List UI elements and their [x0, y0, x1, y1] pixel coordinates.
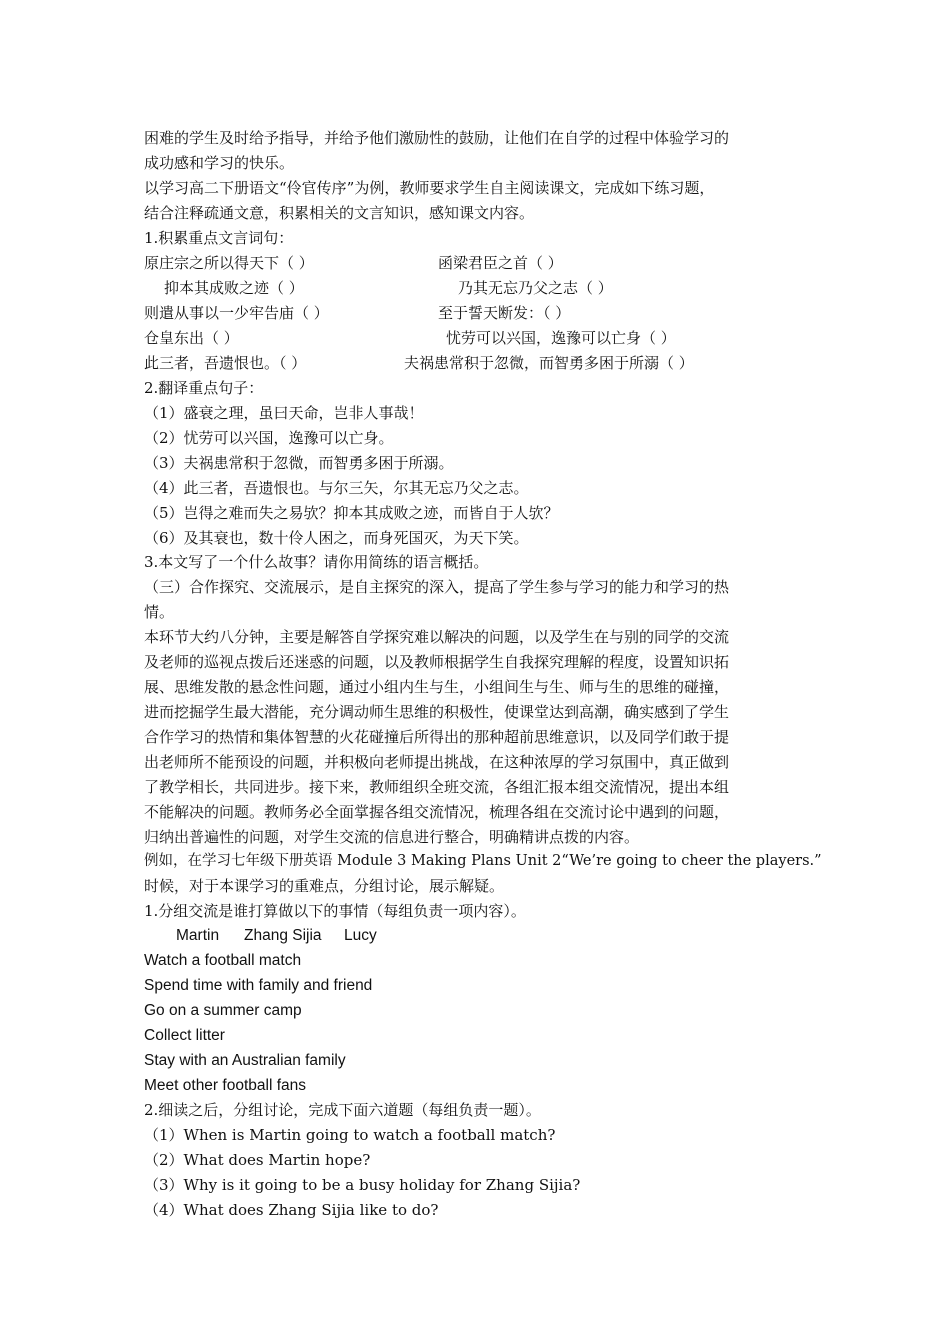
- vocab-item: 原庄宗之所以得天下（ ）: [144, 254, 314, 272]
- paragraph-line: 展、思维发散的悬念性问题，通过小组内生与生，小组间生与生、师与生的思维的碰撞，: [144, 678, 730, 696]
- paragraph-line: 时候，对于本课学习的重难点，分组讨论，展示解疑。: [144, 877, 505, 895]
- question-item: （1）When is Martin going to watch a football match?: [144, 1126, 556, 1144]
- name-label: Lucy: [344, 927, 377, 944]
- exercise-heading: 2.细读之后，分组讨论，完成下面六道题（每组负责一题）。: [144, 1101, 541, 1119]
- vocab-item: 乃其无忘乃父之志（ ）: [458, 279, 613, 297]
- name-label: Zhang Sijia: [244, 927, 322, 944]
- paragraph-line: 例如，在学习七年级下册英语 Module 3 Making Plans Unit 2“We’re going to cheer the players.”: [144, 853, 822, 869]
- section-heading: （三）合作探究、交流展示，是自主探究的深入，提高了学生参与学习的能力和学习的热: [144, 578, 730, 596]
- exercise-heading: 1.积累重点文言词句：: [144, 229, 294, 247]
- name-label: Martin: [176, 927, 220, 944]
- vocab-item: 函梁君臣之首（ ）: [438, 254, 563, 272]
- activity-item: Go on a summer camp: [144, 1002, 302, 1019]
- sentence-item: （5）岂得之难而失之易欤？抑本其成败之迹，而皆自于人欤？: [144, 504, 559, 522]
- question-item: （4）What does Zhang Sijia like to do?: [144, 1201, 439, 1219]
- activity-item: Watch a football match: [144, 952, 302, 969]
- activity-item: Stay with an Australian family: [144, 1052, 346, 1069]
- activity-item: Spend time with family and friend: [144, 977, 373, 994]
- activity-item: Meet other football fans: [144, 1077, 306, 1094]
- sentence-item: （2）忧劳可以兴国，逸豫可以亡身。: [144, 429, 394, 447]
- paragraph-line: 成功感和学习的快乐。: [144, 154, 295, 172]
- exercise-heading: 1.分组交流是谁打算做以下的事情（每组负责一项内容）。: [144, 902, 526, 920]
- paragraph-line: 以学习高二下册语文“伶官传序”为例，教师要求学生自主阅读课文，完成如下练习题，: [144, 179, 715, 197]
- paragraph-line: 合作学习的热情和集体智慧的火花碰撞后所得出的那种超前思维意识，以及同学们敢于提: [144, 728, 730, 746]
- question-item: （2）What does Martin hope?: [144, 1151, 371, 1169]
- vocab-item: 至于誓天断发：（ ）: [438, 304, 571, 322]
- exercise-heading: 2.翻译重点句子：: [144, 379, 264, 397]
- activity-item: Collect litter: [144, 1027, 225, 1044]
- sentence-item: （4）此三者，吾遗恨也。与尔三矢，尔其无忘乃父之志。: [144, 479, 529, 497]
- section-heading: 情。: [144, 603, 175, 621]
- paragraph-line: 及老师的巡视点拨后还迷惑的问题，以及教师根据学生自我探究理解的程度，设置知识拓: [144, 653, 730, 671]
- vocab-item: 仓皇东出（ ）: [144, 329, 239, 347]
- paragraph-line: 了教学相长，共同进步。接下来，教师组织全班交流，各组汇报本组交流情况，提出本组: [144, 778, 730, 796]
- vocab-item: 抑本其成败之迹（ ）: [164, 279, 304, 297]
- vocab-item: 此三者，吾遗恨也。（ ）: [144, 354, 307, 372]
- exercise-heading: 3.本文写了一个什么故事？请你用简练的语言概括。: [144, 553, 489, 571]
- paragraph-line: 出老师所不能预设的问题，并积极向老师提出挑战，在这种浓厚的学习氛围中，真正做到: [144, 753, 730, 771]
- paragraph-line: 归纳出普遍性的问题，对学生交流的信息进行整合，明确精讲点拨的内容。: [144, 828, 640, 846]
- vocab-item: 则遣从事以一少牢告庙（ ）: [144, 304, 329, 322]
- vocab-item: 夫祸患常积于忽微，而智勇多困于所溺（ ）: [404, 354, 694, 372]
- paragraph-line: 不能解决的问题。教师务必全面掌握各组交流情况，梳理各组在交流讨论中遇到的问题，: [144, 803, 730, 821]
- sentence-item: （3）夫祸患常积于忽微，而智勇多困于所溺。: [144, 454, 454, 472]
- sentence-item: （1）盛衰之理，虽曰天命，岂非人事哉！: [144, 404, 424, 422]
- vocab-item: 忧劳可以兴国，逸豫可以亡身（ ）: [446, 329, 676, 347]
- paragraph-line: 本环节大约八分钟，主要是解答自学探究难以解决的问题，以及学生在与别的同学的交流: [144, 628, 730, 646]
- paragraph-line: 进而挖掘学生最大潜能，充分调动师生思维的积极性，使课堂达到高潮，确实感到了学生: [144, 703, 730, 721]
- question-item: （3）Why is it going to be a busy holiday for Zhang Sijia?: [144, 1176, 581, 1194]
- sentence-item: （6）及其衰也，数十伶人困之，而身死国灭，为天下笑。: [144, 529, 529, 547]
- paragraph-line: 困难的学生及时给予指导，并给予他们激励性的鼓励，让他们在自学的过程中体验学习的: [144, 129, 730, 147]
- paragraph-line: 结合注释疏通文意，积累相关的文言知识，感知课文内容。: [144, 204, 535, 222]
